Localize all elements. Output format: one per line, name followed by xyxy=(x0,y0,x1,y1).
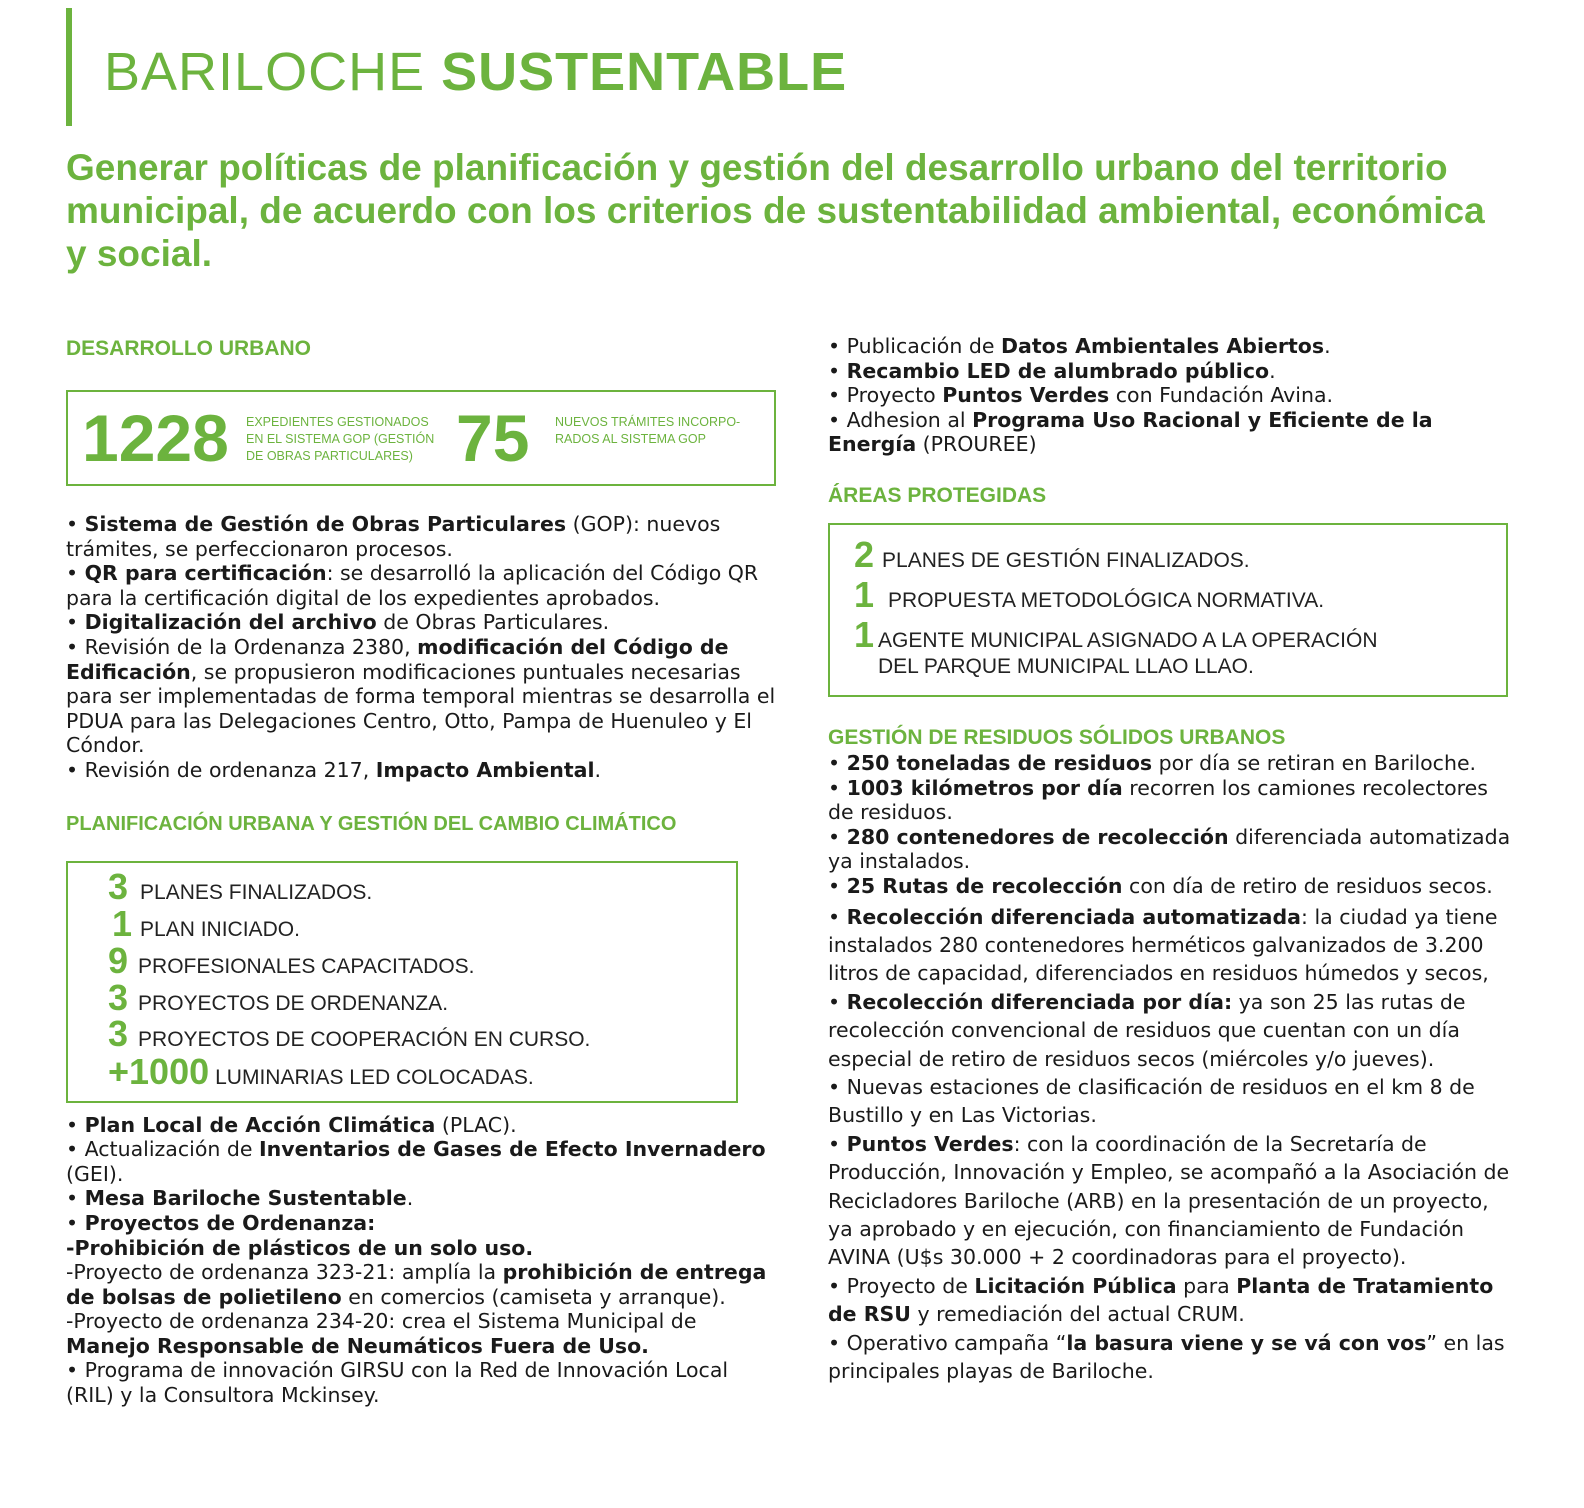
bold-text: Inventarios de Gases de Efecto Invernadero xyxy=(259,1137,766,1162)
bold-text: Recolección diferenciada automatizada xyxy=(846,904,1302,929)
right-top-list xyxy=(828,334,1512,457)
item-text: recorren los camiones recolectores de residuos. xyxy=(828,775,1488,825)
list-item: • Recolección diferenciada por día: ya son 25 las rutas de recolección convencional de residuos que cuentan con un día especial de retiro de residuos secos (miércoles y/o jueves). xyxy=(828,989,1466,1071)
stat-row xyxy=(108,976,736,1018)
item-text: . xyxy=(594,757,602,782)
stat-label: PROYECTOS DE ORDENANZA. xyxy=(138,991,449,1015)
list-item: • Recolección diferenciada automatizada: la ciudad ya tiene instalados 280 contenedores herméticos galvanizados de 3.200 litros de capacidad, diferenciados en residuos húmedos y secos, xyxy=(828,904,1498,986)
item-text: : la ciudad ya tiene instalados 280 contenedores herméticos galvanizados de 3.200 litros de capacidad, diferenciados en residuos húmedos y secos, xyxy=(828,904,1498,986)
bold-text: QR para certificación xyxy=(84,561,327,586)
list-item: • 280 contenedores de recolección diferenciada automatizada ya instalados. xyxy=(828,824,1511,874)
list-item: • Revisión de ordenanza 217, Impacto Ambiental. xyxy=(66,757,602,782)
bold-text: Mesa Bariloche Sustentable xyxy=(84,1186,407,1211)
stat-box-areas xyxy=(828,523,1508,697)
stat-row xyxy=(108,1012,736,1054)
stat-row xyxy=(108,1050,736,1094)
section-heading-desarrollo: DESARROLLO URBANO xyxy=(66,337,311,360)
stat-value: 1 xyxy=(854,613,875,655)
bold-text: Datos Ambientales Abiertos xyxy=(1001,334,1325,358)
bold-text: Recolección diferenciada por día: xyxy=(846,989,1233,1014)
stat-label-tramites xyxy=(555,414,740,448)
list-item: • Puntos Verdes: con la coordinación de la Secretaría de Producción, Innovación y Empleo, se acompañó a la Asociación de Recicladores Bariloche (ARB) en la presentación de un proyecto, ya aprobado y en ejecución, con financiamiento de Fundación AVINA (U$s 30.000 + 2 coordinadoras para el proyecto). xyxy=(828,1131,1510,1270)
stat-label-line: NUEVOS TRÁMITES INCORPO- xyxy=(555,415,741,429)
bold-text: Sistema de Gestión de Obras Particulares xyxy=(84,512,567,536)
item-text: Adhesion al xyxy=(846,407,973,432)
item-text: Proyecto de xyxy=(846,1273,975,1298)
stat-value: 1 xyxy=(112,902,133,944)
item-text: . xyxy=(1269,358,1276,383)
item-text: Revisión de ordenanza 217, xyxy=(84,757,376,782)
item-text: diferenciada automatizada ya instalados. xyxy=(828,824,1511,874)
stat-value: 2 xyxy=(854,533,875,575)
bold-text: Recambio LED de alumbrado público xyxy=(846,358,1270,383)
list-item: • Proyecto de Licitación Pública para Planta de Tratamiento de RSU y remediación del actual CRUM. xyxy=(828,1273,1494,1327)
bold-text: 1003 kilómetros por día xyxy=(846,775,1123,800)
stat-label-line: EN EL SISTEMA GOP (GESTIÓN xyxy=(246,432,435,446)
stat-value-expedientes: 1228 xyxy=(82,401,229,475)
stat-value-tramites: 75 xyxy=(456,401,530,475)
list-item: • Recambio LED de alumbrado público. xyxy=(828,358,1276,383)
list-item: • 250 toneladas de residuos por día se retiran en Bariloche. xyxy=(828,750,1477,775)
stat-value: 3 xyxy=(108,976,129,1018)
item-text: de Obras Particulares. xyxy=(376,610,610,635)
bold-text: la basura viene y se vá con vos xyxy=(1066,1330,1427,1355)
bold-text: Impacto Ambiental xyxy=(375,757,595,782)
item-text: : se desarrolló la aplicación del Código QR para la certificación digital de los expedientes aprobados. xyxy=(66,561,759,610)
left-column xyxy=(66,336,776,1408)
bold-text: 280 contenedores de recolección xyxy=(846,824,1229,849)
item-text: : con la coordinación de la Secretaría de Producción, Innovación y Empleo, se acompañó a la Asociación de Recicladores Bariloche (ARB) en la presentación de un proyecto, ya aprobado y en ejecución, con financiamiento de Fundación AVINA (U$s 30.000 + 2 coordinadoras para el proyecto). xyxy=(828,1131,1510,1270)
section-heading-residuos: GESTIÓN DE RESIDUOS SÓLIDOS URBANOS xyxy=(828,725,1286,749)
stat-label: LUMINARIAS LED COLOCADAS. xyxy=(215,1065,534,1089)
stat-label-line: RADOS AL SISTEMA GOP xyxy=(555,432,706,446)
stat-label: PLAN INICIADO. xyxy=(140,917,300,941)
list-item: • Programa de innovación GIRSU con la Red de Innovación Local (RIL) y la Consultora Mckinsey. xyxy=(66,1358,729,1408)
item-text: (PLAC). xyxy=(435,1112,517,1137)
item-text: Actualización de xyxy=(84,1137,260,1162)
stat-label: PLANES DE GESTIÓN FINALIZADOS. xyxy=(882,548,1250,572)
stat-box-planificacion xyxy=(66,861,738,1103)
stat-label-line: DE OBRAS PARTICULARES) xyxy=(246,449,413,463)
list-item: • Operativo campaña “la basura viene y se vá con vos” en las principales playas de Bariloche. xyxy=(828,1330,1505,1384)
list-item: • 25 Rutas de recolección con día de retiro de residuos secos. xyxy=(828,873,1493,898)
bold-text: Planta de Tratamiento de RSU xyxy=(828,1273,1494,1327)
bold-text: Puntos Verdes xyxy=(846,1131,1014,1156)
item-text: Publicación de xyxy=(846,334,1001,358)
stat-value: 9 xyxy=(108,939,129,981)
stat-row xyxy=(854,533,1506,577)
item-text: ya son 25 las rutas de recolección convencional de residuos que cuentan con un día especial de retiro de residuos secos (miércoles y/o jueves). xyxy=(828,989,1466,1071)
list-item: • 1003 kilómetros por día recorren los camiones recolectores de residuos. xyxy=(828,775,1488,825)
residuos-list-detail xyxy=(828,903,1512,1386)
bold-text: modificación del Código de Edificación xyxy=(66,634,729,684)
item-text: ” en las principales playas de Bariloche. xyxy=(828,1330,1505,1384)
stat-label: AGENTE MUNICIPAL ASIGNADO A LA OPERACIÓN xyxy=(878,628,1378,652)
item-text: (GEI). xyxy=(66,1161,124,1186)
item-text: por día se retiran en Bariloche. xyxy=(1152,750,1477,775)
list-item: • Proyecto Puntos Verdes con Fundación Avina. xyxy=(828,383,1334,408)
planificacion-list xyxy=(66,1113,776,1408)
item-text: en comercios (camiseta y arranque). xyxy=(341,1284,726,1309)
list-item: • Proyectos de Ordenanza: xyxy=(66,1210,376,1235)
item-text: . xyxy=(406,1186,414,1211)
item-text: (PROUREE) xyxy=(916,432,1037,457)
item-text: para xyxy=(1176,1273,1237,1298)
section-heading-planificacion: PLANIFICACIÓN URBANA Y GESTIÓN DEL CAMBIO CLIMÁTICO xyxy=(66,812,677,835)
bold-text: Programa Uso Racional y Eficiente de la Energía xyxy=(828,407,1433,457)
list-item: • Nuevas estaciones de clasificación de residuos en el km 8 de Bustillo y en Las Victorias. xyxy=(828,1074,1475,1128)
stat-label-expedientes xyxy=(246,414,434,465)
stat-value: 1 xyxy=(854,573,875,615)
bold-text: 250 toneladas de residuos xyxy=(846,750,1153,775)
bold-text: 25 Rutas de recolección xyxy=(846,873,1123,898)
item-text: y remediación del actual CRUM. xyxy=(910,1302,1245,1327)
bold-text: prohibición de entrega de bolsas de polietileno xyxy=(66,1260,767,1309)
bold-text: -Prohibición de plásticos de un solo uso. xyxy=(66,1235,534,1260)
stat-label: PLANES FINALIZADOS. xyxy=(140,880,373,904)
page-title xyxy=(104,42,847,102)
item-text: -Proyecto de ordenanza 323-21: amplía la xyxy=(66,1260,503,1285)
item-text: Programa de innovación GIRSU con la Red de Innovación Local (RIL) y la Consultora Mckinsey. xyxy=(66,1358,729,1408)
stat-value: +1000 xyxy=(108,1050,210,1092)
stat-label: PROPUESTA METODOLÓGICA NORMATIVA. xyxy=(888,588,1325,612)
stat-box-desarrollo xyxy=(66,390,776,486)
item-text: . xyxy=(1324,334,1331,358)
section-heading-areas: ÁREAS PROTEGIDAS xyxy=(828,483,1047,507)
page-title-bold: SUSTENTABLE xyxy=(441,42,848,102)
list-item xyxy=(66,1236,776,1261)
list-item: • Publicación de Datos Ambientales Abiertos. xyxy=(828,334,1331,358)
list-item: • Plan Local de Acción Climática (PLAC). xyxy=(66,1112,517,1137)
item-text: , se propusieron modificaciones puntuales necesarias para ser implementadas de forma temporal mientras se desarrolla el PDUA para las Delegaciones Centro, Otto, Pampa de Huenuleo y El Cóndor. xyxy=(66,659,776,758)
item-text: Nuevas estaciones de clasificación de residuos en el km 8 de Bustillo y en Las Victorias. xyxy=(828,1074,1475,1128)
title-accent-bar xyxy=(66,8,72,126)
list-item: • Adhesion al Programa Uso Racional y Eficiente de la Energía (PROUREE) xyxy=(828,407,1433,457)
stat-row xyxy=(854,573,1506,617)
list-item xyxy=(66,1260,776,1309)
list-item: • QR para certificación: se desarrolló la aplicación del Código QR para la certificación digital de los expedientes aprobados. xyxy=(66,561,759,610)
right-column xyxy=(828,334,1512,1385)
stat-value: 3 xyxy=(108,865,129,907)
page-subtitle: Generar políticas de planificación y gestión del desarrollo urbano del territorio municipal, de acuerdo con los criterios de sustentabilidad ambiental, económica y social. xyxy=(66,147,1485,274)
bold-text: Digitalización del archivo xyxy=(84,610,377,635)
list-item: • Sistema de Gestión de Obras Particulares (GOP): nuevos trámites, se perfeccionaron procesos. xyxy=(66,512,721,561)
list-item: • Digitalización del archivo de Obras Particulares. xyxy=(66,610,610,635)
list-item: • Actualización de Inventarios de Gases de Efecto Invernadero (GEI). xyxy=(66,1137,766,1186)
item-text: con día de retiro de residuos secos. xyxy=(1122,873,1493,898)
stat-label-line: EXPEDIENTES GESTIONADOS xyxy=(246,415,429,429)
item-text: -Proyecto de ordenanza 234-20: crea el Sistema Municipal de xyxy=(66,1309,697,1334)
stat-value: 3 xyxy=(108,1012,129,1054)
item-text: Revisión de la Ordenanza 2380, xyxy=(84,634,418,659)
stat-label: DEL PARQUE MUNICIPAL LLAO LLAO. xyxy=(878,654,1254,678)
page-title-light: BARILOCHE xyxy=(104,42,442,102)
bold-text: Puntos Verdes xyxy=(942,383,1110,408)
bold-text: Licitación Pública xyxy=(974,1273,1177,1298)
stat-row xyxy=(108,939,736,981)
item-text: Operativo campaña “ xyxy=(846,1330,1067,1355)
stat-row xyxy=(108,902,736,944)
item-text: (GOP): nuevos trámites, se perfeccionaron procesos. xyxy=(66,512,721,561)
bold-text: Plan Local de Acción Climática xyxy=(84,1112,436,1137)
list-item xyxy=(66,1309,776,1358)
stat-label: PROFESIONALES CAPACITADOS. xyxy=(138,954,475,978)
item-text: Proyecto xyxy=(846,383,943,408)
item-text: con Fundación Avina. xyxy=(1109,383,1334,408)
stat-row xyxy=(108,865,736,907)
stat-label: PROYECTOS DE COOPERACIÓN EN CURSO. xyxy=(138,1027,591,1051)
bold-text: Manejo Responsable de Neumáticos Fuera de Uso. xyxy=(66,1333,649,1358)
stat-row xyxy=(854,613,1506,655)
desarrollo-list xyxy=(66,512,776,783)
residuos-list xyxy=(828,751,1512,899)
list-item: • Revisión de la Ordenanza 2380, modificación del Código de Edificación, se propusieron modificaciones puntuales necesarias para ser implementadas de forma temporal mientras se desarrolla el PDUA para las Delegaciones Centro, Otto, Pampa de Huenuleo y El Cóndor. xyxy=(66,634,776,758)
bold-text: Proyectos de Ordenanza: xyxy=(84,1210,376,1235)
list-item: • Mesa Bariloche Sustentable. xyxy=(66,1186,414,1211)
